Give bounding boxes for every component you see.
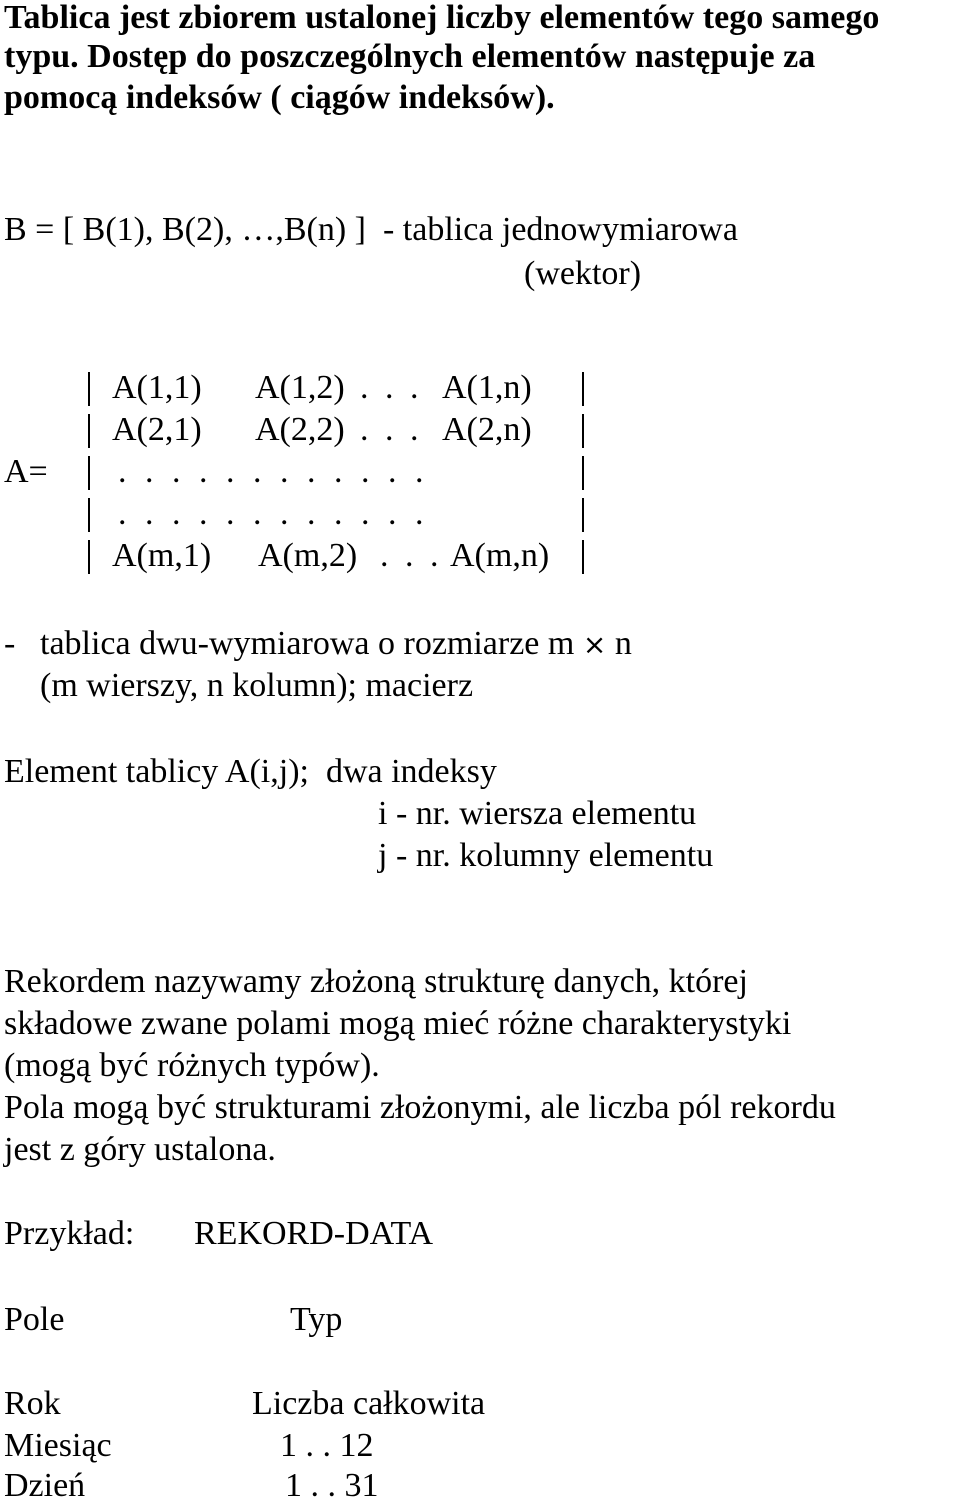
matrix-left-bracket xyxy=(88,372,90,406)
element-line-2: i - nr. wiersza elementu xyxy=(378,795,697,832)
table-cell-field: Rok xyxy=(4,1385,61,1422)
matrix-cell: A(m,n) xyxy=(450,537,550,574)
two-dim-text: tablica dwu-wymiarowa o rozmiarze m xyxy=(40,625,575,662)
two-dim-n: n xyxy=(614,625,632,662)
matrix-cell: . . . xyxy=(360,411,423,448)
times-symbol: × xyxy=(582,628,607,661)
intro-line-1: Tablica jest zbiorem ustalonej liczby elementów tego samego xyxy=(4,0,880,36)
matrix-ellipsis-row: . . . . . . . . . . . . xyxy=(118,495,429,532)
matrix-cell: A(2,2) xyxy=(255,411,345,448)
record-line-1: Rekordem nazywamy złożoną strukturę danych, której xyxy=(4,963,748,1000)
matrix-cell: A(m,2) xyxy=(258,537,358,574)
table-cell-type: Liczba całkowita xyxy=(252,1385,486,1422)
matrix-right-bracket xyxy=(582,414,584,448)
matrix-right-bracket xyxy=(582,540,584,574)
matrix-left-bracket xyxy=(88,498,90,532)
example-label: Przykład: xyxy=(4,1215,135,1252)
table-cell-field: Miesiąc xyxy=(4,1427,112,1464)
matrix-left-bracket xyxy=(88,540,90,574)
two-dim-line-2: (m wierszy, n kolumn); macierz xyxy=(40,667,474,704)
matrix-cell: A(2,1) xyxy=(112,411,202,448)
table-header-type: Typ xyxy=(290,1301,343,1338)
record-line-4: Pola mogą być strukturami złożonymi, ale liczba pól rekordu xyxy=(4,1089,836,1126)
matrix-right-bracket xyxy=(582,456,584,490)
intro-line-3: pomocą indeksów ( ciągów indeksów). xyxy=(4,79,555,116)
matrix-left-bracket xyxy=(88,414,90,448)
vector-note: (wektor) xyxy=(524,255,642,292)
matrix-cell: A(2,n) xyxy=(442,411,532,448)
matrix-cell: A(1,1) xyxy=(112,369,202,406)
vector-definition: B = [ B(1), B(2), …,B(n) ] - tablica jednowymiarowa xyxy=(4,211,738,248)
matrix-right-bracket xyxy=(582,372,584,406)
example-record-name: REKORD-DATA xyxy=(194,1215,434,1252)
record-line-2: składowe zwane polami mogą mieć różne charakterystyki xyxy=(4,1005,792,1042)
table-cell-field: Dzień xyxy=(4,1467,86,1504)
two-dim-dash: - xyxy=(4,625,16,662)
element-line-1: Element tablicy A(i,j); dwa indeksy xyxy=(4,753,497,790)
matrix-label: A= xyxy=(4,453,48,490)
matrix-cell: A(1,n) xyxy=(442,369,532,406)
table-cell-type: 1 . . 31 xyxy=(285,1467,379,1504)
element-line-3: j - nr. kolumny elementu xyxy=(378,837,714,874)
two-dim-line-1 xyxy=(40,624,632,665)
matrix-left-bracket xyxy=(88,456,90,490)
matrix-cell: A(m,1) xyxy=(112,537,212,574)
matrix-cell: . . . xyxy=(360,369,423,406)
table-header-field: Pole xyxy=(4,1301,65,1338)
matrix-ellipsis-row: . . . . . . . . . . . . xyxy=(118,453,429,490)
matrix-cell: . . . xyxy=(380,537,443,574)
matrix-cell: A(1,2) xyxy=(255,369,345,406)
table-cell-type: 1 . . 12 xyxy=(280,1427,374,1464)
record-line-5: jest z góry ustalona. xyxy=(4,1131,276,1168)
record-line-3: (mogą być różnych typów). xyxy=(4,1047,380,1084)
matrix-right-bracket xyxy=(582,498,584,532)
intro-line-2: typu. Dostęp do poszczególnych elementów następuje za xyxy=(4,38,816,75)
